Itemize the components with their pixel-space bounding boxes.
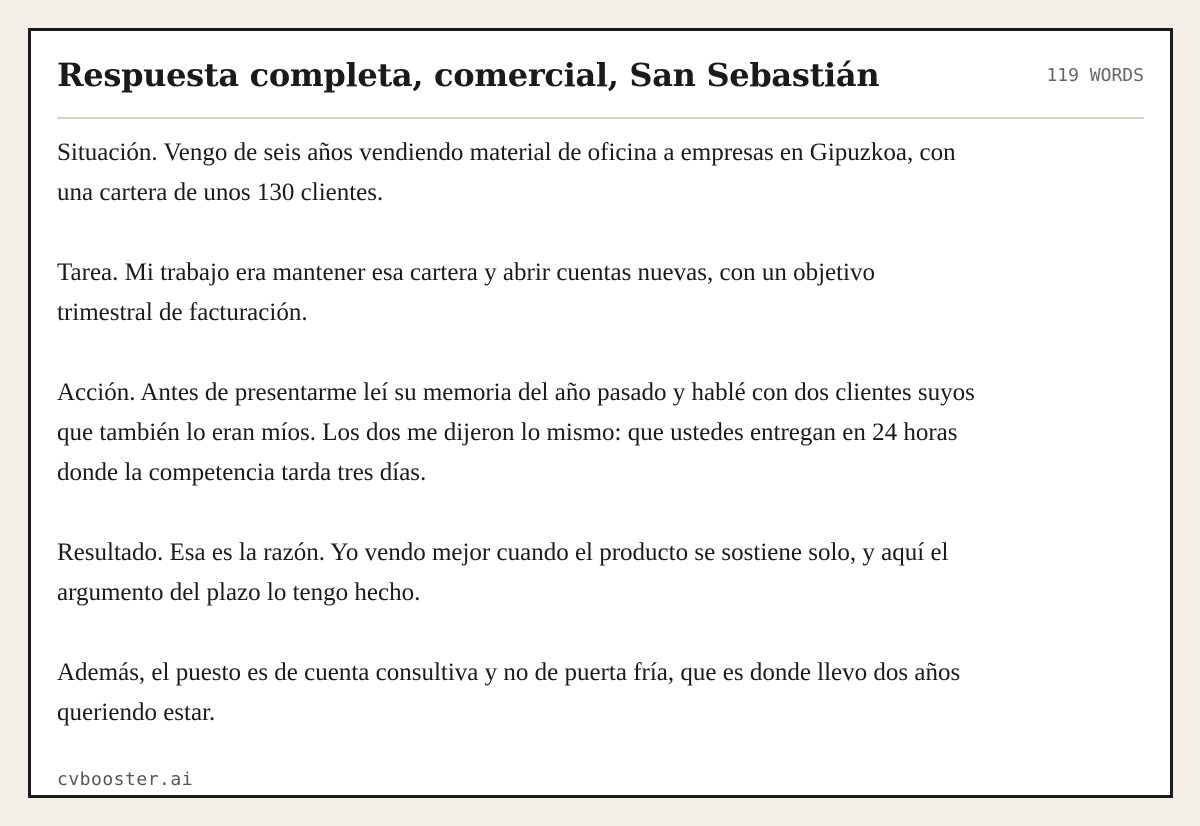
paragraph-resultado: Resultado. Esa es la razón. Yo vendo mejor cuando el producto se sostiene solo, y aquí el argumento del plazo lo tengo hecho. [57, 539, 949, 606]
paragraph-tarea: Tarea. Mi trabajo era mantener esa cartera y abrir cuentas nuevas, con un objetivo trimestral de facturación. [57, 259, 876, 326]
brand-footer: cvbooster.ai [57, 769, 194, 790]
paragraph-accion: Acción. Antes de presentarme leí su memoria del año pasado y hablé con dos clientes suyos que también lo eran míos. Los dos me dijeron lo mismo: que ustedes entregan en 24 horas donde la competencia tarda tres días. [57, 379, 975, 486]
card-header [57, 51, 1144, 119]
paragraph-situacion: Situación. Vengo de seis años vendiendo material de oficina a empresas en Gipuzkoa, con una cartera de unos 130 clientes. [57, 139, 956, 206]
word-count-badge: 119 WORDS [1046, 65, 1144, 86]
answer-card [28, 28, 1173, 798]
answer-body [57, 133, 977, 773]
page-title: Respuesta completa, comercial, San Sebastián [57, 56, 880, 94]
paragraph-ademas: Además, el puesto es de cuenta consultiva y no de puerta fría, que es donde llevo dos años queriendo estar. [57, 659, 961, 726]
